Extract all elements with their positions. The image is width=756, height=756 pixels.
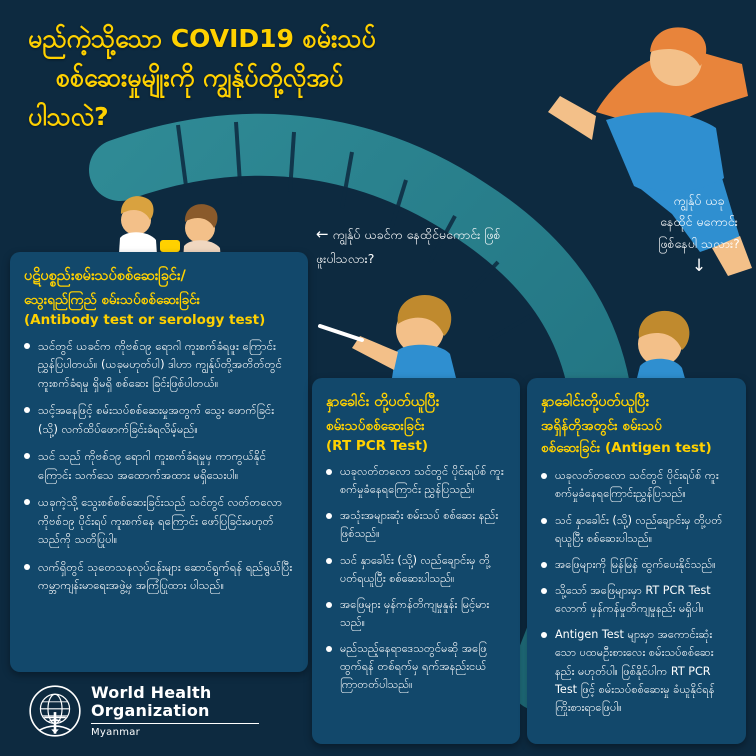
card-antibody-title-line-2: သွေးရည်ကြည် စမ်းသပ်စစ်ဆေးခြင်း — [24, 291, 201, 308]
card-antibody-list — [24, 337, 294, 595]
title-line-3: ပါသလဲ? — [28, 101, 109, 131]
arrow-left-icon: ← — [316, 225, 329, 243]
who-country: Myanmar — [91, 726, 141, 738]
card-antigen-test — [527, 378, 746, 744]
title-line-2: စစ်ဆေးမှုမျိုးကို ကျွန်ုပ်တို့လိုအပ် — [56, 62, 344, 92]
callout-past-illness — [316, 222, 506, 269]
card-antigen-title-line-3: စစ်ဆေးခြင်း (Antigen test) — [541, 440, 712, 456]
list-item: လက်ရှိတွင် သုတေသနလုပ်ငန်းများ ဆောင်ရွက်ရန် ရည်ရွယ်ပြီး ကမ္ဘာကျန်းမာရေးအဖွဲ့မှ အကြံပြုထား ပါသည်။ — [24, 558, 294, 595]
card-antigen-list — [541, 467, 732, 717]
list-item: သင် သည် ကိုဗစ်၁၉ ရောဂါ ကူးစက်ခံရမှုမှ ကာကွယ်နိုင်ကြောင်း သက်သေ အထောက်အထား မရှိသေးပါ။ — [24, 447, 294, 484]
illustration-person-swab — [320, 295, 456, 378]
card-antibody-test — [10, 252, 308, 672]
list-item: ယခုလတ်တလော သင်တွင် ပိုင်းရပ်စ် ကူးစက်မှုခံနေရကြောင်း ညွှန်ပြသည်။ — [326, 463, 506, 499]
list-item: သင့်အနေဖြင့် စမ်းသပ်စစ်ဆေးမှုအတွက် သွေး ဖောက်ခြင်း (သို့) လက်ထိပ်ဖောက်ခြင်းခံရလိမ့်မည်။ — [24, 401, 294, 438]
arrow-down-icon: ↓ — [691, 255, 707, 276]
who-emblem-icon — [28, 684, 82, 738]
card-rtpcr-title-line-2: စမ်းသပ်စစ်ဆေးခြင်း — [326, 417, 425, 434]
callout-past-illness-text: ကျွန်ုပ် ယခင်က နေထိုင်မကောင်း ဖြစ်ဖူးပါသလား? — [316, 227, 501, 266]
list-item: မည်သည့်နေရာဒေသတွင်မဆို အဖြေ ထွက်ရန် တစ်ရက်မှ ရက်အနည်းငယ် ကြာတတ်ပါသည်။ — [326, 640, 506, 694]
title-line-1: မည်ကဲ့သို့သော COVID19 စမ်းသပ် — [28, 24, 376, 53]
list-item: အသုံးအများဆုံး စမ်းသပ် စစ်ဆေး နည်း ဖြစ်သည်။ — [326, 507, 506, 543]
card-rtpcr-list — [326, 463, 506, 695]
list-item: အဖြေများကို မြန်မြန် ထွက်ပေးနိုင်သည်။ — [541, 556, 732, 574]
list-item: သင် နှာခေါင်း (သို့) လည်ချောင်းမှ တို့ပတ်ရယူပြီး စစ်ဆေးပါသည်။ — [326, 552, 506, 588]
who-name-line-1: World Health — [91, 683, 212, 703]
card-antigen-title-line-2: အရှိန်တိုအတွင်း စမ်းသပ် — [541, 417, 662, 434]
list-item: Antigen Test များမှာ အကောင်းဆုံးသော ပထမဦးစားလေး စမ်းသပ်စစ်ဆေးနည်း မဟုတ်ပါ။ ဖြစ်နိုင်ပါက RT PCR Test ဖြင့် စမ်းသပ်စစ်ဆေးမှု ခံယူနိုင်ရန် ကြိုးစားရာဖြေပါ။ — [541, 626, 732, 717]
illustration-person-lower — [636, 311, 689, 382]
who-logo — [28, 684, 259, 738]
list-item: ယခုကဲ့သို့ သွေးစစ်စစ်ဆေးခြင်းသည် သင်တွင် လတ်တလော ကိုဗစ်၁၉ ပိုင်းရပ် ကူးစက်နေ ရကြောင်း ဖော်ပြခြင်းမဟုတ်သည်ကို သတိပြုပါ။ — [24, 493, 294, 548]
list-item: အဖြေများ မှန်ကန်တိကျမှုနှုန်း မြင့်မားသည်။ — [326, 596, 506, 632]
list-item: ယခုလတ်တလော သင်တွင် ပိုင်းရပ်စ် ကူးစက်မှုခံနေရကြောင်းညွှန်ပြသည်။ — [541, 467, 732, 503]
card-rtpcr-test — [312, 378, 520, 744]
list-item: သို့သော် အဖြေများမှာ RT PCR Test လောက် မှန်ကန်မှုတိကျမှုနည်း မရှိပါ။ — [541, 582, 732, 618]
who-name-line-2: Organization — [91, 701, 210, 720]
list-item: သင်တွင် ယခင်က ကိုဗစ်၁၉ ရောဂါ ကူးစက်ခံရဖူး ကြောင်း ညွှန်ပြပါတယ်။ (ယခုမဟုတ်ပါ) ဒါဟာ ကျွန်ုပ်တို့အတိတ်တွင် ကူးစက်ခံရမှု ရှိမရှိ စစ်ဆေး ခြင်းဖြစ်ပါတယ်။ — [24, 337, 294, 392]
list-item: သင် နှာခေါင်း (သို့) လည်ချောင်းမှ တို့ပတ်ရယူပြီး စစ်ဆေးပါသည်။ — [541, 512, 732, 548]
card-antibody-title-line-1: ပဋိပစ္စည်းစမ်းသပ်စစ်ဆေးခြင်း/ — [24, 268, 186, 284]
card-antibody-title-english: (Antibody test or serology test) — [24, 312, 266, 328]
page-title — [28, 20, 458, 136]
callout-current-illness-text: ကျွန်ုပ် ယခု နေထိုင် မကောင်း ဖြစ်နေပါ သလား? — [658, 193, 740, 251]
who-divider — [91, 723, 259, 724]
card-rtpcr-title-english: (RT PCR Test) — [326, 438, 428, 454]
card-rtpcr-title-line-1: နှာခေါင်း တို့ပတ်ယူပြီး — [326, 394, 440, 410]
card-antigen-title-line-1: နှာခေါင်းတို့ပတ်ယူပြီး — [541, 394, 650, 410]
callout-current-illness — [656, 190, 742, 275]
